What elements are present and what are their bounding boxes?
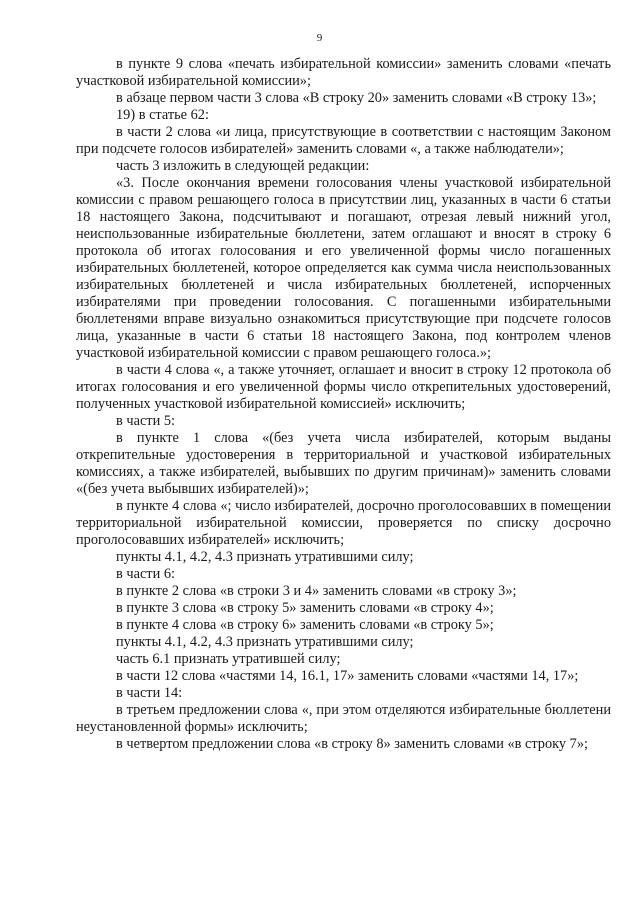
paragraph: в четвертом предложении слова «в строку 8» заменить словами «в строку 7»; [116, 736, 588, 752]
paragraph: пункты 4.1, 4.2, 4.3 признать утратившими силу; [116, 634, 414, 650]
paragraph: в части 14: [116, 685, 183, 701]
paragraph: в части 12 слова «частями 14, 16.1, 17» заменить словами «частями 14, 17»; [116, 668, 579, 684]
paragraph: в части 4 слова «, а также уточняет, оглашает и вносит в строку 12 протокола об итогах голосования и его увеличенной формы число открепительных удостоверений, полученных участковой избирательной комиссией» исключить; [76, 362, 611, 412]
paragraph: часть 6.1 признать утратившей силу; [116, 651, 341, 667]
paragraph: часть 3 изложить в следующей редакции: [116, 158, 370, 174]
paragraph: в третьем предложении слова «, при этом отделяются избирательные бюллетени неустановленной формы» исключить; [76, 702, 611, 735]
paragraph: в пункте 9 слова «печать избирательной комиссии» заменить словами «печать участковой избирательной комиссии»; [76, 56, 611, 89]
paragraph: в пункте 2 слова «в строки 3 и 4» заменить словами «в строку 3»; [116, 583, 517, 599]
paragraph: 19) в статье 62: [116, 107, 209, 123]
paragraph: в абзаце первом части 3 слова «В строку 20» заменить словами «В строку 13»; [116, 90, 597, 106]
paragraph: «3. После окончания времени голосования члены участковой избирательной комиссии с правом решающего голоса в присутствии лиц, указанных в части 6 статьи 18 настоящего Закона, подсчитывают и погашают, отрезая левый нижний угол, неиспользованные избирательные бюллетени, затем оглашают и вносят в строку 6 протокола об итогах голосования и его увеличенной формы число погашенных избирательных бюллетеней, которое определяется как сумма числа неиспользованных избирательных бюллетеней и числа избирательных бюллетеней, испорченных избирателями при проведении голосования. С погашенными избирательными бюллетенями вправе визуально ознакомиться присутствующие при подсчете голосов лица, указанные в части 6 статьи 18 настоящего Закона, под контролем членов участковой избирательной комиссии с правом решающего голоса.»; [76, 175, 611, 361]
paragraph: в части 6: [116, 566, 175, 582]
paragraph: в пункте 3 слова «в строку 5» заменить словами «в строку 4»; [116, 600, 494, 616]
paragraph: пункты 4.1, 4.2, 4.3 признать утратившими силу; [116, 549, 414, 565]
paragraph: в части 2 слова «и лица, присутствующие в соответствии с настоящим Законом при подсчете голосов избирателей» заменить словами «, а также наблюдатели»; [76, 124, 611, 157]
paragraph: в пункте 4 слова «; число избирателей, досрочно проголосовавших в помещении территориальной избирательной комиссии, проверяется по списку досрочно проголосовавших избирателей» исключить; [76, 498, 611, 548]
paragraph: в пункте 1 слова «(без учета числа избирателей, которым выданы открепительные удостоверения в территориальной и участковой избирательных комиссиях, а также избирателей, выбывших по другим причинам)» заменить словами «(без учета выбывших избирателей)»; [76, 430, 611, 497]
page-number: 9 [316, 32, 323, 44]
document-body [76, 56, 611, 753]
paragraph: в пункте 4 слова «в строку 6» заменить словами «в строку 5»; [116, 617, 494, 633]
paragraph: в части 5: [116, 413, 175, 429]
